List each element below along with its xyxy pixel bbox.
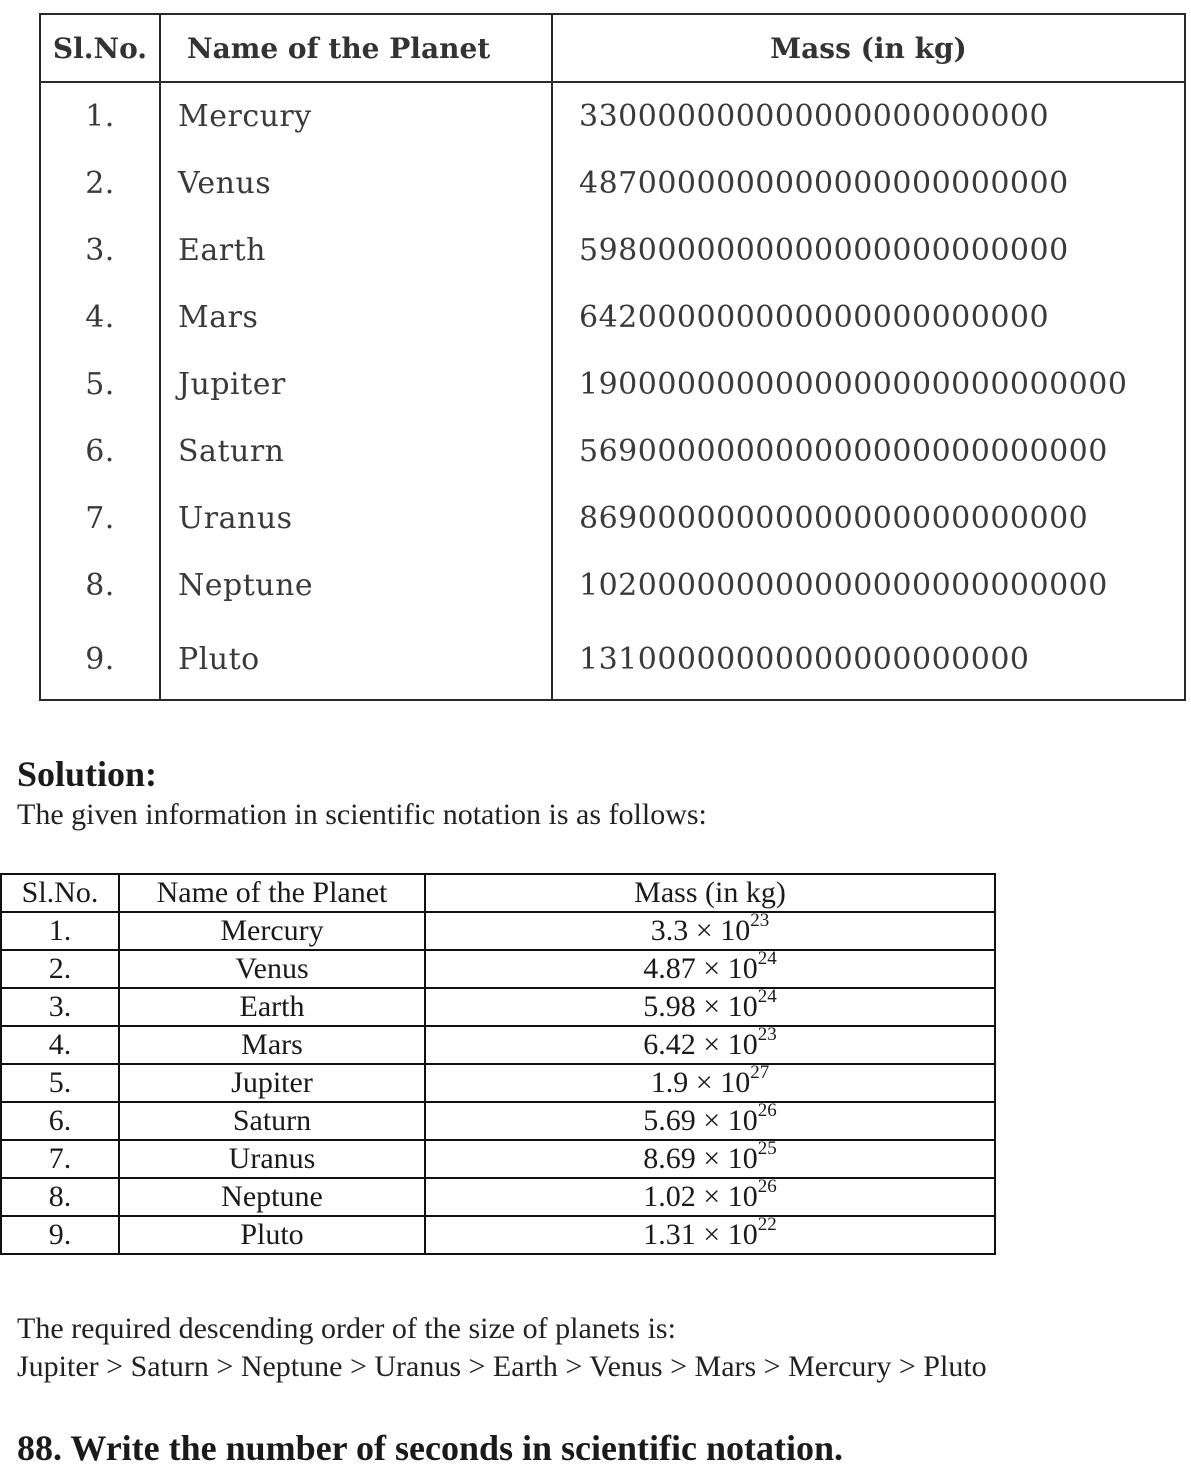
mass-exponent: 26 <box>757 1176 777 1197</box>
cell-sl-no: 7. <box>1 1140 119 1178</box>
table-row <box>1 1102 995 1140</box>
header-sl-no: Sl.No. <box>1 874 119 912</box>
table-row <box>1 1216 995 1254</box>
scientific-notation-table <box>0 873 996 1255</box>
descending-order: Jupiter > Saturn > Neptune > Uranus > Earth > Venus > Mars > Mercury > Pluto <box>17 1350 987 1383</box>
table-row <box>40 284 1185 351</box>
table-row <box>1 1140 995 1178</box>
cell-sl-no: 9. <box>1 1216 119 1254</box>
cell-mass: 642000000000000000000000 <box>579 300 1050 335</box>
header-sl-no: Sl.No. <box>40 14 160 82</box>
cell-sl-no: 1. <box>40 82 160 150</box>
cell-sl-no: 9. <box>40 619 160 700</box>
cell-mass: 13100000000000000000000 <box>579 641 1030 677</box>
cell-planet-name: Mercury <box>160 82 552 150</box>
times-ten: × 10 <box>695 1066 751 1099</box>
cell-planet-name: Venus <box>160 150 552 217</box>
cell-sl-no: 4. <box>1 1026 119 1064</box>
table-row <box>1 912 995 950</box>
cell-mass-scientific <box>425 1064 995 1102</box>
cell-planet-name: Neptune <box>160 552 552 619</box>
cell-sl-no: 4. <box>40 284 160 351</box>
cell-mass: 1900000000000000000000000000 <box>579 367 1128 402</box>
solution-intro: The given information in scientific notation is as follows: <box>17 798 707 831</box>
mass-coefficient: 8.69 <box>643 1142 696 1175</box>
header-mass: Mass (in kg) <box>552 14 1185 82</box>
cell-mass-scientific <box>425 912 995 950</box>
cell-sl-no: 5. <box>1 1064 119 1102</box>
mass-exponent: 27 <box>750 1062 770 1083</box>
mass-coefficient: 4.87 <box>643 952 696 985</box>
cell-sl-no: 2. <box>40 150 160 217</box>
cell-planet-name: Jupiter <box>160 351 552 418</box>
mass-coefficient: 5.69 <box>643 1104 696 1137</box>
planet-mass-table <box>39 13 1186 701</box>
cell-planet-name: Saturn <box>119 1102 425 1140</box>
cell-planet-name: Saturn <box>160 418 552 485</box>
table-row <box>40 150 1185 217</box>
cell-planet-name: Earth <box>119 988 425 1026</box>
table-row <box>1 950 995 988</box>
table-row <box>40 217 1185 284</box>
cell-planet-name: Uranus <box>119 1140 425 1178</box>
times-ten: × 10 <box>703 1142 758 1175</box>
mass-coefficient: 1.31 <box>643 1218 696 1251</box>
mass-exponent: 23 <box>757 1024 777 1045</box>
cell-mass-scientific <box>425 1102 995 1140</box>
cell-mass-scientific <box>425 1026 995 1064</box>
mass-coefficient: 1.9 <box>650 1066 689 1099</box>
times-ten: × 10 <box>703 952 758 985</box>
header-planet-name: Name of the Planet <box>119 874 425 912</box>
mass-coefficient: 5.98 <box>643 990 696 1023</box>
table-row <box>40 485 1185 552</box>
solution-heading: Solution: <box>17 754 158 794</box>
table-row <box>40 82 1185 150</box>
mass-coefficient: 3.3 <box>650 914 689 947</box>
cell-mass: 5980000000000000000000000 <box>579 233 1069 268</box>
table-row <box>40 418 1185 485</box>
cell-planet-name: Jupiter <box>119 1064 425 1102</box>
table-row <box>1 1026 995 1064</box>
times-ten: × 10 <box>703 1180 758 1213</box>
cell-sl-no: 3. <box>1 988 119 1026</box>
cell-sl-no: 6. <box>1 1102 119 1140</box>
times-ten: × 10 <box>695 914 751 947</box>
times-ten: × 10 <box>703 1218 758 1251</box>
header-mass: Mass (in kg) <box>425 874 995 912</box>
table-row <box>1 988 995 1026</box>
cell-mass: 86900000000000000000000000 <box>579 501 1089 536</box>
cell-planet-name: Mercury <box>119 912 425 950</box>
cell-mass-scientific <box>425 950 995 988</box>
cell-planet-name: Earth <box>160 217 552 284</box>
cell-planet-name: Mars <box>119 1026 425 1064</box>
mass-exponent: 26 <box>757 1100 777 1121</box>
cell-planet-name: Pluto <box>119 1216 425 1254</box>
cell-planet-name: Pluto <box>160 619 552 700</box>
cell-mass-scientific <box>425 1140 995 1178</box>
table-header-row <box>1 874 995 912</box>
table-row <box>1 1178 995 1216</box>
cell-sl-no: 6. <box>40 418 160 485</box>
times-ten: × 10 <box>703 1028 758 1061</box>
cell-mass-scientific <box>425 988 995 1026</box>
cell-sl-no: 7. <box>40 485 160 552</box>
cell-mass: 102000000000000000000000000 <box>579 568 1108 603</box>
cell-sl-no: 2. <box>1 950 119 988</box>
cell-planet-name: Mars <box>160 284 552 351</box>
cell-sl-no: 1. <box>1 912 119 950</box>
mass-exponent: 24 <box>757 948 777 969</box>
cell-mass-scientific <box>425 1216 995 1254</box>
cell-sl-no: 3. <box>40 217 160 284</box>
mass-coefficient: 6.42 <box>643 1028 696 1061</box>
mass-exponent: 22 <box>757 1214 777 1235</box>
order-label: The required descending order of the size of planets is: <box>17 1312 676 1345</box>
mass-coefficient: 1.02 <box>643 1180 696 1213</box>
table-header-row <box>40 14 1185 82</box>
cell-sl-no: 5. <box>40 351 160 418</box>
cell-mass-scientific <box>425 1178 995 1216</box>
cell-planet-name: Uranus <box>160 485 552 552</box>
times-ten: × 10 <box>703 1104 758 1137</box>
cell-mass: 330000000000000000000000 <box>579 99 1050 134</box>
table-row <box>40 351 1185 418</box>
cell-mass: 569000000000000000000000000 <box>579 434 1108 469</box>
table-row <box>1 1064 995 1102</box>
mass-exponent: 23 <box>750 910 770 931</box>
mass-exponent: 24 <box>757 986 777 1007</box>
cell-planet-name: Neptune <box>119 1178 425 1216</box>
cell-sl-no: 8. <box>40 552 160 619</box>
mass-exponent: 25 <box>757 1138 777 1159</box>
cell-mass: 4870000000000000000000000 <box>579 166 1069 201</box>
header-planet-name: Name of the Planet <box>160 14 552 82</box>
table-row <box>40 619 1185 700</box>
times-ten: × 10 <box>703 990 758 1023</box>
question-88: 88. Write the number of seconds in scientific notation. <box>17 1428 843 1468</box>
cell-planet-name: Venus <box>119 950 425 988</box>
cell-sl-no: 8. <box>1 1178 119 1216</box>
table-row <box>40 552 1185 619</box>
